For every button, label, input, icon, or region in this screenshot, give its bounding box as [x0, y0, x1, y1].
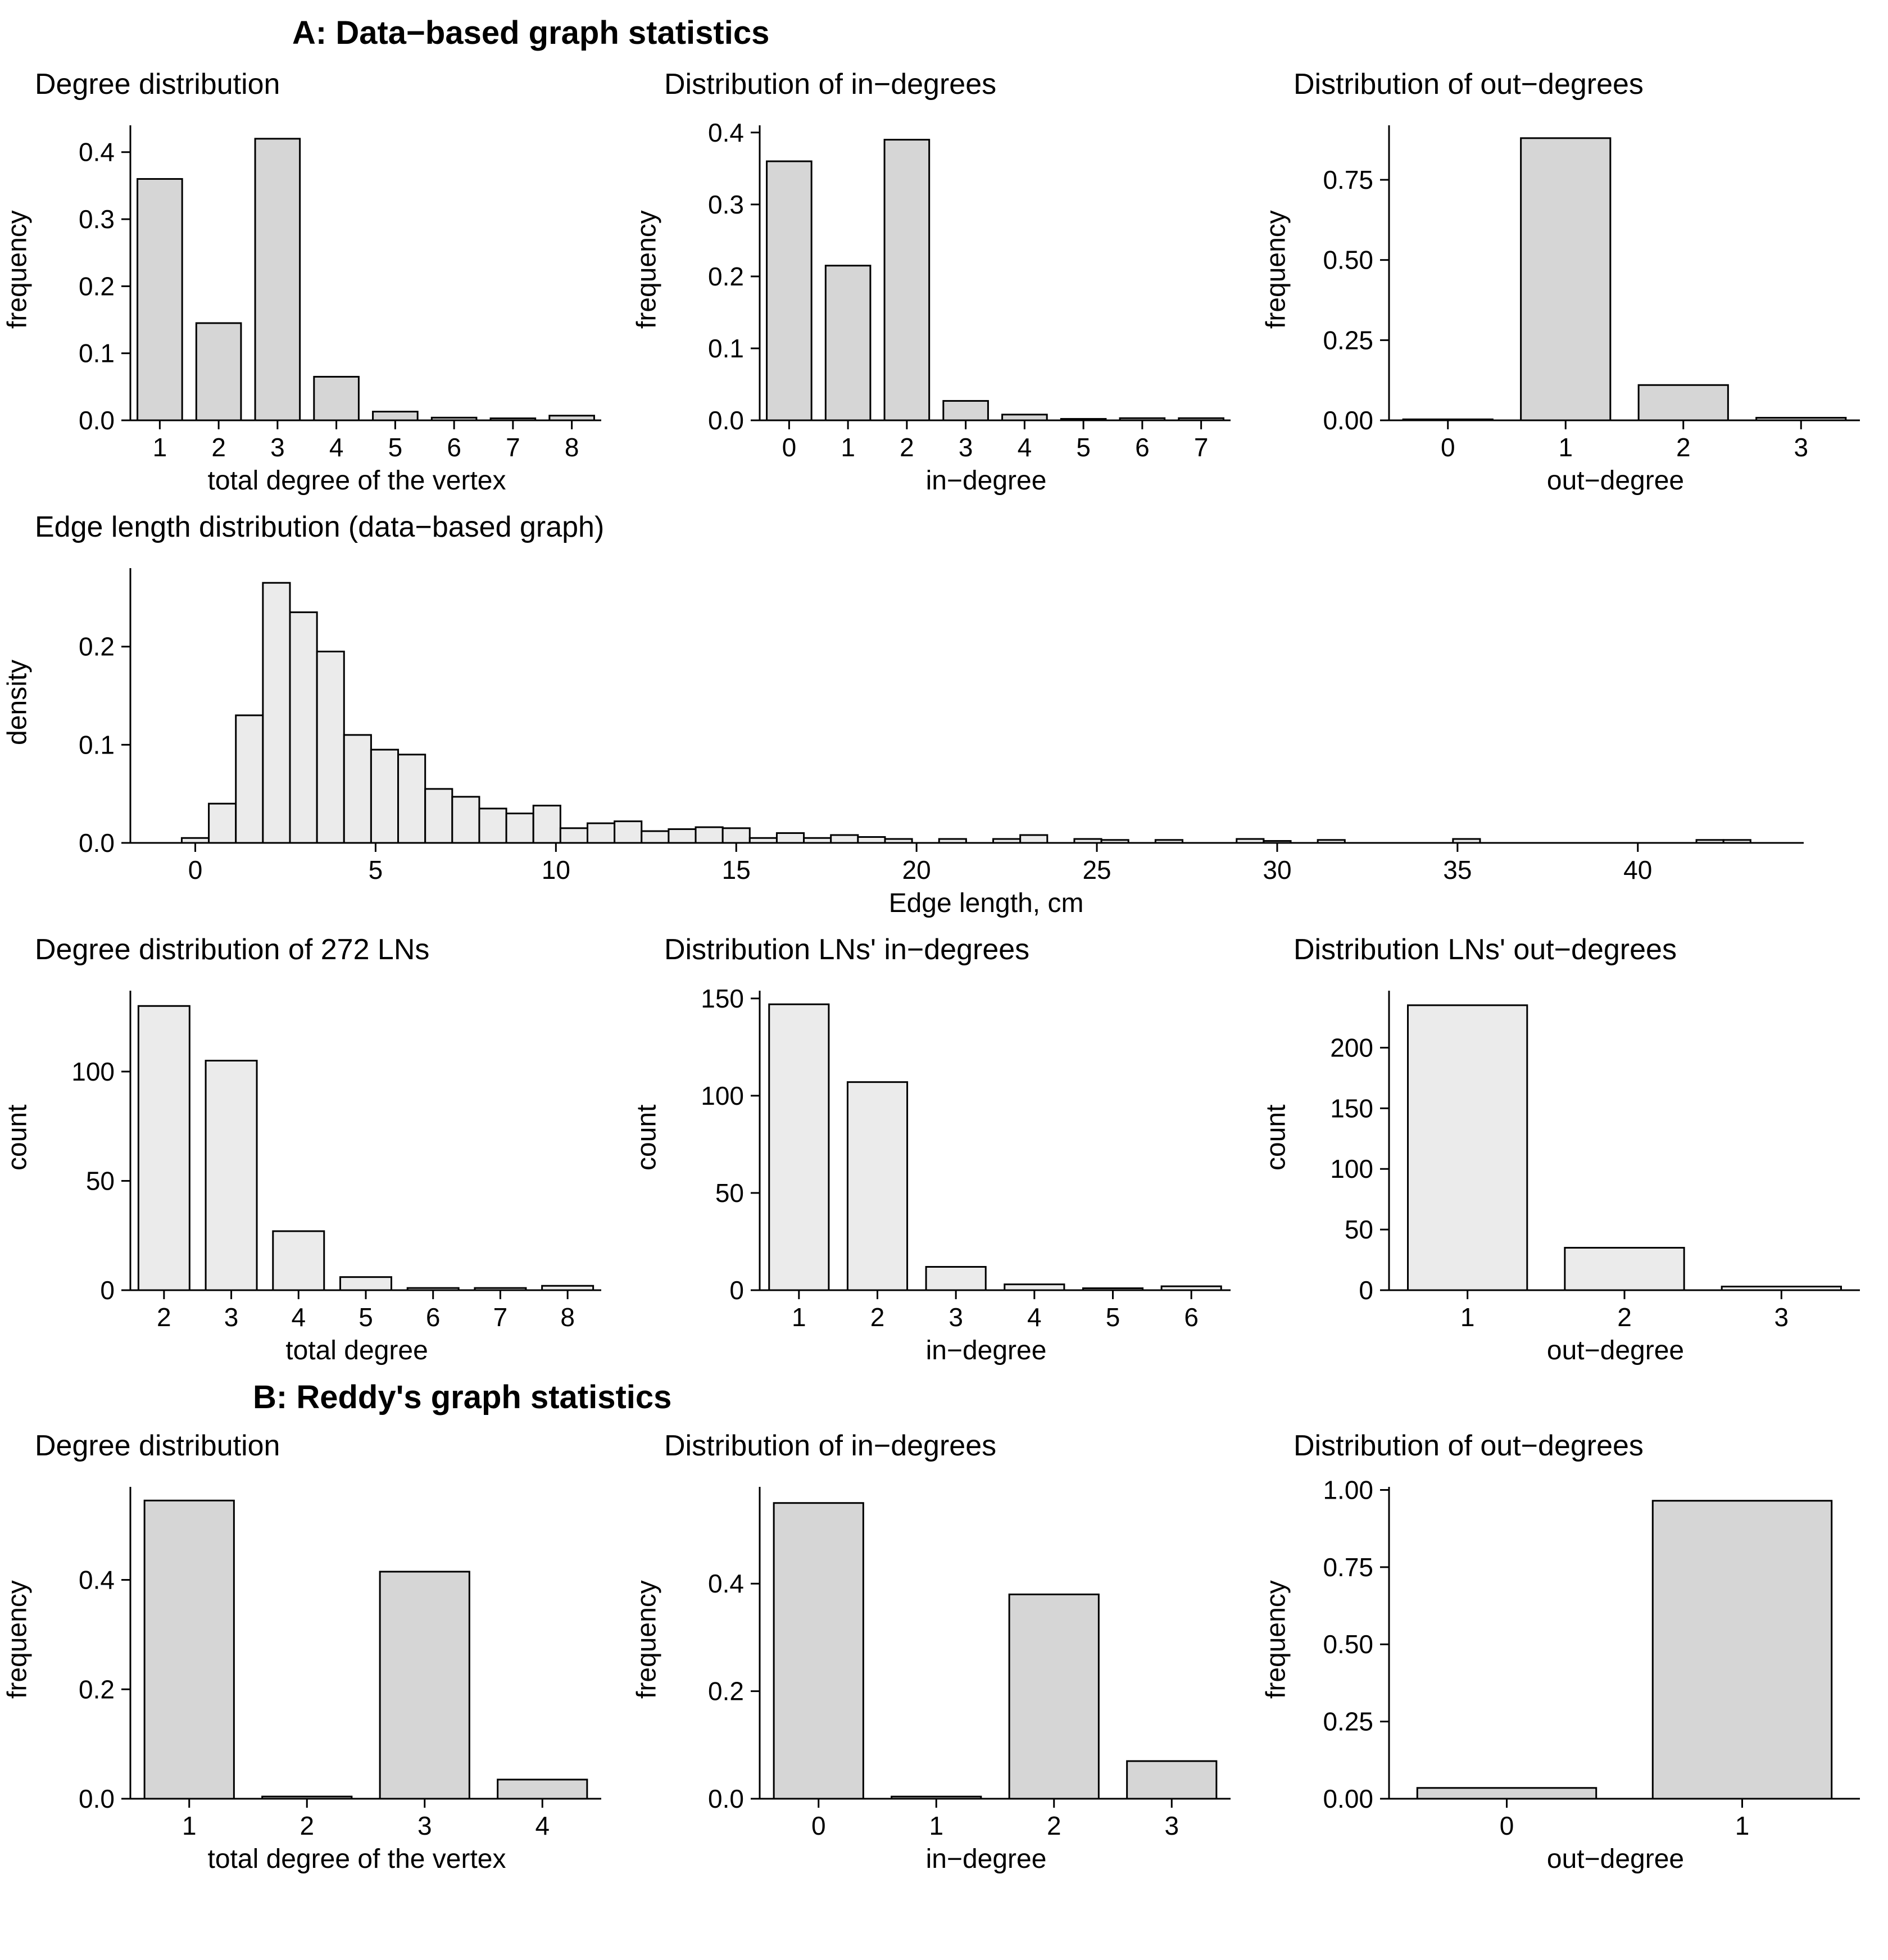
x-axis-title: in−degree	[925, 465, 1047, 496]
bar	[926, 1267, 986, 1290]
x-tick-label: 1	[929, 1811, 944, 1841]
y-axis-title: count	[1261, 1104, 1291, 1170]
y-tick-label: 0.4	[708, 1569, 744, 1599]
bar	[138, 1006, 189, 1290]
x-tick-label: 2	[157, 1302, 171, 1332]
chart-body	[0, 554, 1888, 888]
y-tick-label: 0	[100, 1275, 115, 1305]
y-axis-title: count	[632, 1104, 662, 1170]
histogram-bar	[425, 789, 452, 843]
x-axis-title: Edge length, cm	[888, 888, 1084, 918]
x-tick-label: 0	[188, 855, 203, 884]
histogram-bar	[452, 797, 479, 843]
x-tick-label: 3	[417, 1811, 432, 1841]
y-tick-label: 0.75	[1323, 1553, 1373, 1582]
x-tick-label: 6	[425, 1302, 441, 1332]
plot-area	[1294, 1473, 1888, 1844]
x-tick-label: 5	[358, 1302, 373, 1332]
y-tick-label: 0.0	[79, 1784, 115, 1814]
histogram-bar	[181, 838, 208, 843]
histogram-bar	[560, 828, 587, 842]
panel-a-row-2	[0, 500, 1888, 923]
chart-canvas	[35, 554, 1888, 888]
bar	[475, 1288, 526, 1290]
x-tick-label: 2	[870, 1302, 885, 1332]
plot-area	[35, 977, 629, 1335]
x-tick-label: 6	[1184, 1302, 1199, 1332]
bar	[1757, 418, 1846, 420]
y-axis-title: frequency	[2, 210, 33, 329]
x-tick-label: 0	[811, 1811, 826, 1841]
bar	[825, 265, 870, 420]
histogram-bar	[1020, 835, 1047, 843]
x-tick-label: 3	[270, 432, 285, 462]
y-tick-label: 100	[71, 1056, 115, 1086]
y-tick-label: 0.00	[1323, 1784, 1373, 1814]
y-axis-title: frequency	[1261, 210, 1291, 329]
chart-body	[1259, 111, 1888, 465]
bar	[774, 1503, 863, 1799]
chart-canvas	[1294, 111, 1888, 465]
bar	[1565, 1247, 1684, 1290]
x-tick-label: 5	[388, 432, 403, 462]
bar	[373, 411, 418, 420]
chart-a-in-degrees	[629, 57, 1259, 500]
bar	[206, 1060, 257, 1290]
bar	[498, 1780, 587, 1799]
chart-a-out-degrees	[1259, 57, 1888, 500]
chart-title: Degree distribution of 272 LNs	[35, 933, 430, 966]
x-tick-label: 3	[958, 432, 973, 462]
y-tick-label: 0.0	[79, 828, 115, 858]
chart-a-ln-out-degrees	[1259, 923, 1888, 1370]
y-tick-label: 0.2	[708, 261, 744, 291]
bar	[255, 138, 300, 420]
histogram-bar	[1696, 840, 1723, 842]
y-axis-title: frequency	[2, 1580, 33, 1699]
x-axis-title: out−degree	[1546, 1335, 1685, 1365]
x-tick-label: 3	[948, 1302, 963, 1332]
x-tick-label: 0	[782, 432, 797, 462]
y-axis-title: frequency	[1261, 1580, 1291, 1699]
histogram-bar	[1264, 841, 1291, 842]
histogram-bar	[777, 833, 804, 842]
bar	[550, 415, 594, 420]
bar	[1127, 1761, 1217, 1799]
histogram-bar	[290, 612, 317, 842]
bar	[1179, 418, 1224, 420]
x-tick-label: 5	[1105, 1302, 1120, 1332]
y-tick-label: 0	[729, 1275, 744, 1305]
x-tick-label: 7	[506, 432, 520, 462]
x-tick-label: 8	[564, 432, 579, 462]
y-tick-label: 50	[1344, 1214, 1373, 1244]
bar	[767, 161, 812, 420]
y-tick-label: 100	[701, 1081, 744, 1110]
panel-b-row-1	[0, 1419, 1888, 1879]
chart-body	[0, 977, 629, 1335]
x-tick-label: 2	[1617, 1302, 1632, 1332]
y-tick-label: 0.00	[1323, 405, 1373, 435]
chart-a-degree-distribution	[0, 57, 629, 500]
chart-canvas	[664, 977, 1259, 1335]
bar	[1002, 414, 1047, 420]
bar	[542, 1286, 593, 1290]
bar	[407, 1288, 459, 1290]
x-tick-label: 35	[1443, 855, 1472, 884]
histogram-bar	[371, 750, 398, 843]
y-tick-label: 0.3	[79, 204, 115, 234]
y-tick-label: 0.2	[79, 1675, 115, 1704]
chart-title: Distribution of out−degrees	[1294, 67, 1644, 101]
chart-canvas	[35, 1473, 629, 1844]
y-tick-label: 0.25	[1323, 1707, 1373, 1736]
histogram-bar	[479, 808, 506, 842]
y-tick-label: 0.0	[708, 1784, 744, 1814]
bar	[1083, 1288, 1142, 1290]
x-tick-label: 4	[1017, 432, 1032, 462]
panel-a-title: A: Data−based graph statistics	[292, 15, 770, 51]
y-tick-label: 50	[85, 1166, 115, 1196]
bar	[273, 1231, 324, 1290]
chart-title: Edge length distribution (data−based graph)	[35, 510, 605, 543]
y-tick-label: 150	[701, 983, 744, 1013]
bar	[196, 323, 241, 420]
histogram-bar	[804, 838, 831, 843]
y-tick-label: 0.50	[1323, 245, 1373, 275]
bar	[138, 179, 183, 420]
plot-area	[35, 111, 629, 465]
histogram-bar	[317, 651, 344, 843]
x-tick-label: 6	[447, 432, 461, 462]
histogram-bar	[1155, 840, 1182, 842]
bar	[341, 1277, 392, 1290]
bar	[943, 401, 988, 420]
histogram-bar	[344, 734, 371, 842]
x-tick-label: 2	[900, 432, 914, 462]
panel-a-row-1	[0, 57, 1888, 500]
bar	[491, 418, 535, 420]
y-tick-label: 0.1	[708, 333, 744, 363]
x-tick-label: 5	[1076, 432, 1091, 462]
y-tick-label: 0.4	[79, 137, 115, 167]
bar	[892, 1796, 981, 1799]
x-tick-label: 15	[721, 855, 751, 884]
chart-canvas	[35, 111, 629, 465]
chart-canvas	[35, 977, 629, 1335]
bar	[1417, 1788, 1596, 1799]
bar	[884, 139, 929, 420]
x-tick-label: 2	[1676, 432, 1691, 462]
x-tick-label: 4	[291, 1302, 306, 1332]
histogram-bar	[939, 839, 966, 843]
x-axis-title: total degree of the vertex	[207, 465, 506, 496]
x-tick-label: 3	[1164, 1811, 1179, 1841]
y-tick-label: 0.1	[79, 729, 115, 759]
chart-body	[629, 1473, 1259, 1844]
x-tick-label: 4	[329, 432, 344, 462]
bar	[262, 1796, 352, 1799]
histogram-bar	[1237, 839, 1264, 843]
chart-canvas	[1294, 977, 1888, 1335]
histogram-bar	[993, 839, 1020, 843]
x-tick-label: 2	[299, 1811, 315, 1841]
y-tick-label: 50	[715, 1178, 744, 1208]
chart-title: Distribution of in−degrees	[664, 1430, 997, 1463]
x-tick-label: 1	[841, 432, 855, 462]
x-tick-label: 1	[181, 1811, 197, 1841]
plot-area	[664, 111, 1259, 465]
chart-title: Distribution LNs' in−degrees	[664, 933, 1030, 966]
chart-canvas	[664, 111, 1259, 465]
x-tick-label: 1	[792, 1302, 806, 1332]
plot-area	[35, 1473, 629, 1844]
chart-a-edge-length-histogram	[0, 500, 1888, 923]
histogram-bar	[1318, 840, 1345, 842]
chart-canvas	[664, 1473, 1259, 1844]
x-tick-label: 0	[1440, 432, 1455, 462]
histogram-bar	[209, 804, 236, 843]
chart-a-ln-in-degrees	[629, 923, 1259, 1370]
y-axis-title: frequency	[632, 1580, 662, 1699]
y-tick-label: 0.4	[708, 117, 744, 147]
x-tick-label: 5	[368, 855, 383, 884]
y-tick-label: 0	[1359, 1275, 1373, 1305]
panel-a-row-3	[0, 923, 1888, 1370]
y-tick-label: 0.2	[79, 632, 115, 661]
plot-area	[1294, 111, 1888, 465]
x-tick-label: 2	[211, 432, 226, 462]
chart-body	[0, 1473, 629, 1844]
histogram-bar	[398, 754, 425, 842]
chart-b-out-degrees	[1259, 1419, 1888, 1879]
x-tick-label: 2	[1046, 1811, 1061, 1841]
y-tick-label: 0.3	[708, 189, 744, 219]
bar	[1061, 419, 1106, 420]
bar	[769, 1004, 829, 1290]
y-tick-label: 150	[1330, 1093, 1373, 1123]
bar	[1403, 419, 1492, 420]
chart-body	[1259, 1473, 1888, 1844]
histogram-bar	[263, 583, 290, 843]
x-tick-label: 6	[1135, 432, 1150, 462]
y-tick-label: 0.25	[1323, 325, 1373, 355]
x-tick-label: 7	[1193, 432, 1209, 462]
histogram-bar	[587, 823, 614, 843]
chart-body	[629, 977, 1259, 1335]
chart-title: Degree distribution	[35, 67, 280, 101]
x-tick-label: 40	[1623, 855, 1653, 884]
bar	[314, 376, 359, 420]
y-axis-title: density	[2, 659, 33, 745]
bar	[1653, 1501, 1831, 1799]
bar	[1161, 1286, 1221, 1290]
plot-area	[664, 977, 1259, 1335]
y-tick-label: 100	[1330, 1154, 1373, 1183]
y-tick-label: 0.0	[708, 405, 744, 435]
x-axis-title: total degree of the vertex	[207, 1844, 506, 1875]
bar	[847, 1082, 907, 1290]
chart-body	[1259, 977, 1888, 1335]
chart-canvas	[1294, 1473, 1888, 1844]
histogram-bar	[1101, 840, 1128, 842]
bar	[1639, 385, 1728, 420]
x-axis-title: in−degree	[925, 1844, 1047, 1875]
y-tick-label: 1.00	[1323, 1475, 1373, 1505]
x-tick-label: 4	[535, 1811, 550, 1841]
x-tick-label: 1	[152, 432, 167, 462]
histogram-bar	[533, 805, 560, 842]
x-tick-label: 0	[1499, 1811, 1514, 1841]
histogram-bar	[1453, 839, 1480, 843]
bar	[1521, 138, 1610, 420]
x-tick-label: 1	[1558, 432, 1573, 462]
x-tick-label: 4	[1027, 1302, 1042, 1332]
x-tick-label: 20	[902, 855, 931, 884]
chart-a-ln-degree-distribution	[0, 923, 629, 1370]
plot-area	[35, 554, 1888, 888]
x-tick-label: 25	[1082, 855, 1111, 884]
x-axis-title: total degree	[285, 1335, 428, 1365]
histogram-bar	[506, 813, 533, 842]
chart-body	[0, 111, 629, 465]
y-tick-label: 0.1	[79, 338, 115, 368]
x-axis-title: out−degree	[1546, 1844, 1685, 1875]
x-tick-label: 1	[1460, 1302, 1475, 1332]
bar	[1005, 1284, 1064, 1290]
bar	[380, 1572, 469, 1799]
histogram-bar	[1074, 839, 1101, 843]
histogram-bar	[858, 837, 885, 842]
bar	[1408, 1005, 1527, 1290]
y-tick-label: 200	[1330, 1033, 1373, 1063]
chart-b-in-degrees	[629, 1419, 1259, 1879]
chart-title: Distribution of in−degrees	[664, 67, 997, 101]
y-axis-title: count	[2, 1104, 33, 1170]
bar	[144, 1501, 234, 1799]
bar	[1120, 418, 1165, 420]
x-tick-label: 8	[560, 1302, 575, 1332]
chart-title: Distribution LNs' out−degrees	[1294, 933, 1677, 966]
x-tick-label: 30	[1263, 855, 1292, 884]
bar	[1722, 1286, 1841, 1290]
bar	[432, 418, 476, 420]
histogram-bar	[642, 831, 669, 843]
chart-title: Degree distribution	[35, 1430, 280, 1463]
histogram-bar	[615, 821, 642, 842]
x-tick-label: 3	[224, 1302, 239, 1332]
y-axis-title: frequency	[632, 210, 662, 329]
y-tick-label: 0.2	[79, 271, 115, 301]
histogram-bar	[831, 835, 858, 843]
y-tick-label: 0.75	[1323, 165, 1373, 194]
chart-title: Distribution of out−degrees	[1294, 1430, 1644, 1463]
chart-b-degree-distribution	[0, 1419, 629, 1879]
histogram-bar	[723, 828, 750, 842]
histogram-bar	[885, 839, 912, 843]
histogram-bar	[236, 715, 263, 843]
histogram-bar	[750, 838, 777, 843]
x-tick-label: 1	[1735, 1811, 1750, 1841]
histogram-bar	[669, 829, 696, 842]
x-axis-title: out−degree	[1546, 465, 1685, 496]
y-tick-label: 0.50	[1323, 1630, 1373, 1659]
panel-b-title: B: Reddy's graph statistics	[253, 1378, 672, 1415]
y-tick-label: 0.2	[708, 1676, 744, 1706]
histogram-bar	[1723, 840, 1750, 842]
x-tick-label: 10	[541, 855, 570, 884]
bar	[1009, 1595, 1099, 1799]
plot-area	[1294, 977, 1888, 1335]
x-tick-label: 3	[1794, 432, 1809, 462]
histogram-bar	[696, 827, 723, 843]
y-tick-label: 0.4	[79, 1565, 115, 1595]
x-tick-label: 7	[493, 1302, 508, 1332]
x-axis-title: in−degree	[925, 1335, 1047, 1365]
x-tick-label: 3	[1774, 1302, 1789, 1332]
plot-area	[664, 1473, 1259, 1844]
chart-body	[629, 111, 1259, 465]
y-tick-label: 0.0	[79, 405, 115, 435]
